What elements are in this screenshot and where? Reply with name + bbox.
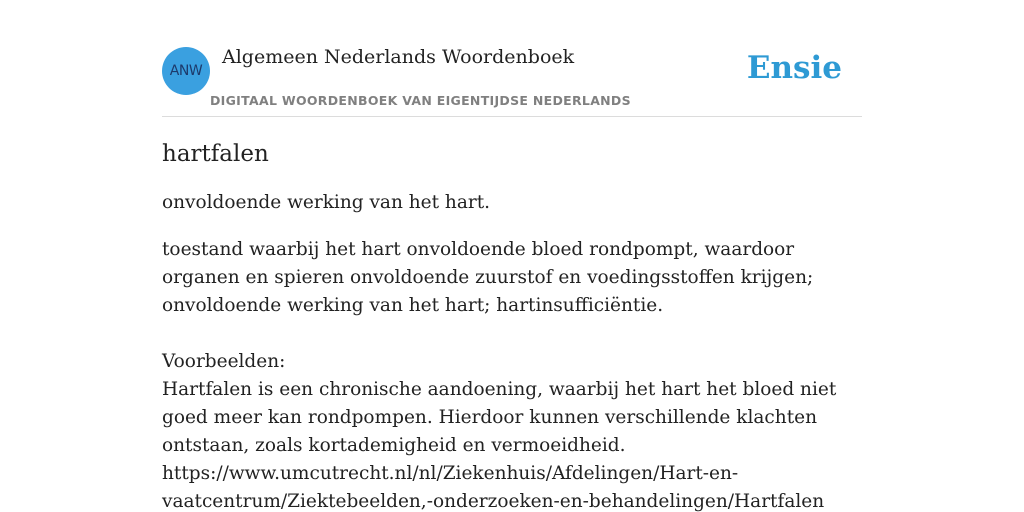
entry-content [162, 138, 862, 512]
example-source-line-2[interactable]: vaatcentrum/Ziektebeelden,-onderzoeken-en-behandelingen/Hartfalen [162, 491, 825, 512]
logo-text: ANW [169, 63, 203, 79]
ensie-brand-logo[interactable]: Ensie [746, 50, 842, 86]
anw-logo[interactable] [162, 47, 210, 95]
examples-label: Voorbeelden: [162, 351, 286, 372]
site-subtitle: DIGITAAL WOORDENBOEK VAN EIGENTIJDSE NEDERLANDS [210, 93, 631, 108]
spacer [162, 320, 862, 348]
short-definition: onvoldoende werking van het hart. [162, 192, 491, 213]
example-source-line-1[interactable]: https://www.umcutrecht.nl/nl/Ziekenhuis/Afdelingen/Hart-en- [162, 463, 739, 484]
site-title[interactable]: Algemeen Nederlands Woordenboek [222, 46, 575, 68]
headword: hartfalen [162, 141, 269, 167]
site-header [162, 40, 862, 117]
example-text: Hartfalen is een chronische aandoening, waarbij het hart het bloed niet goed meer kan rondpompen. Hierdoor kunnen verschillende klachten ontstaan, zoals kortademigheid en vermoeidheid. [162, 379, 837, 456]
long-definition: toestand waarbij het hart onvoldoende bloed rondpompt, waardoor organen en spieren onvoldoende zuurstof en voedingsstoffen krijgen; onvoldoende werking van het hart; hartinsufficiëntie. [162, 239, 814, 316]
